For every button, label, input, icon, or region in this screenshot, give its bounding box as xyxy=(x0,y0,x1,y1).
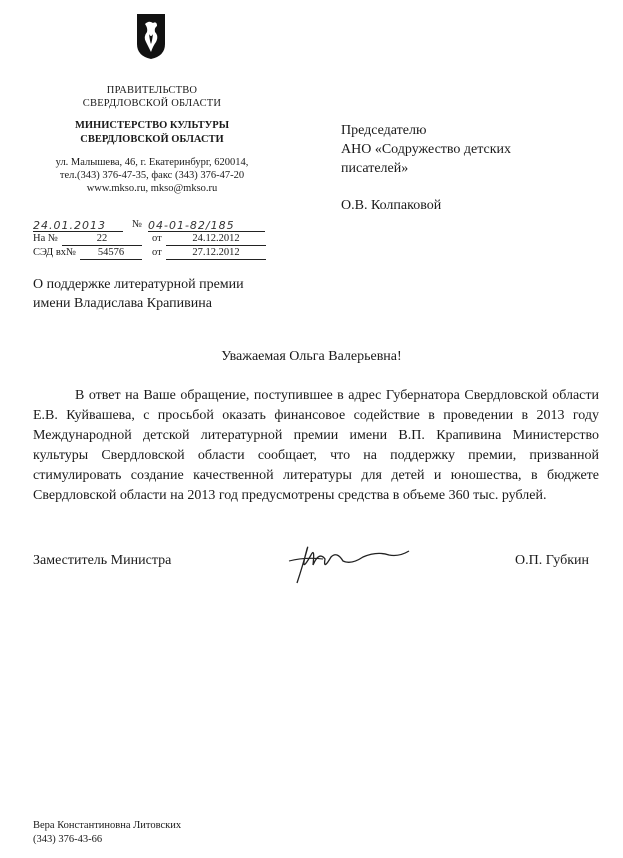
recipient-position: Председателю xyxy=(341,123,427,138)
coat-of-arms-emblem xyxy=(135,12,167,60)
na-date: 24.12.2012 xyxy=(166,233,266,246)
na-label: На № xyxy=(33,233,58,244)
signatory-name: О.П. Губкин xyxy=(515,553,590,568)
outgoing-number-line xyxy=(148,219,265,232)
na-value: 22 xyxy=(62,233,142,246)
subject-line-1: О поддержке литературной премии xyxy=(33,277,244,292)
outgoing-number: 04-01-82/185 xyxy=(148,219,235,232)
outgoing-date-line xyxy=(33,219,123,232)
signatory-title: Заместитель Министра xyxy=(33,553,172,568)
government-title: ПРАВИТЕЛЬСТВО xyxy=(106,85,198,96)
ministry-address: ул. Малышева, 46, г. Екатеринбург, 620014, xyxy=(55,157,249,168)
recipient-organization-cont: писателей» xyxy=(341,161,409,176)
recipient-name: О.В. Колпаковой xyxy=(341,198,442,213)
ministry-region: СВЕРДЛОВСКОЙ ОБЛАСТИ xyxy=(80,134,224,145)
sed-value: 54576 xyxy=(80,247,142,260)
sed-ot-label: от xyxy=(152,247,162,258)
government-region: СВЕРДЛОВСКОЙ ОБЛАСТИ xyxy=(82,98,222,109)
executor-phone: (343) 376-43-66 xyxy=(33,834,103,845)
subject-line-2: имени Владислава Крапивина xyxy=(33,296,212,311)
outgoing-number-label: № xyxy=(132,219,143,230)
na-ot-label: от xyxy=(152,233,162,244)
handwritten-signature xyxy=(285,535,415,590)
ministry-phones: тел.(343) 376-47-35, факс (343) 376-47-20 xyxy=(59,170,245,181)
recipient-organization: АНО «Содружество детских xyxy=(341,142,512,157)
executor-name: Вера Константиновна Литовских xyxy=(33,820,182,831)
sed-label: СЭД вх№ xyxy=(33,247,77,258)
salutation: Уважаемая Ольга Валерьевна! xyxy=(221,349,402,364)
letter-subject xyxy=(33,275,313,313)
sed-date: 27.12.2012 xyxy=(166,247,266,260)
letter-body: В ответ на Ваше обращение, поступившее в адрес Губернатора Свердловской области Е.В. Куйвашева, с просьбой оказать финансовое содействие в проведении в 2013 году Международной детской литературной премии имени В.П. Крапивина Министерство культуры Свердловской области сообщает, что на поддержку премии, призванной стимулировать создание качественной литературы для детей и юношества, в бюджете Свердловской области на 2013 год предусмотрены средства в объеме 360 тыс. рублей. xyxy=(33,388,599,503)
ministry-web: www.mkso.ru, mkso@mkso.ru xyxy=(86,183,218,194)
ministry-title: МИНИСТЕРСТВО КУЛЬТУРЫ xyxy=(74,120,230,131)
outgoing-date: 24.01.2013 xyxy=(33,219,106,232)
